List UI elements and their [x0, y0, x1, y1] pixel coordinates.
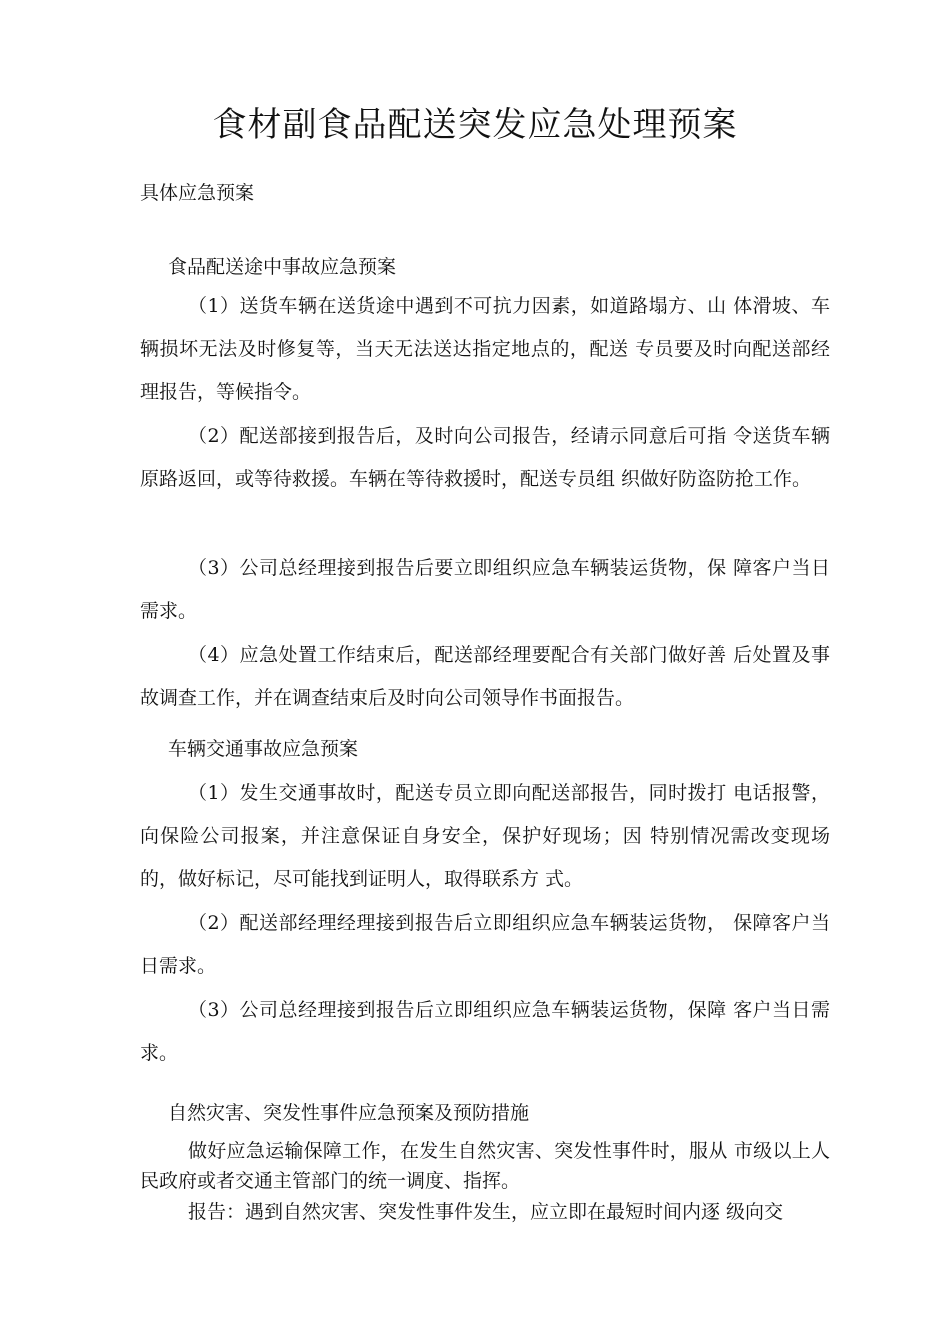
section-heading: 具体应急预案 — [140, 182, 255, 204]
paragraph: （4）应急处置工作结束后，配送部经理要配合有关部门做好善 后处置及事故调查工作，并在调查结束后及时向公司领导作书面报告。 — [140, 644, 830, 709]
subsection-heading-traffic-accident: 车辆交通事故应急预案 — [168, 738, 359, 760]
paragraph: （3）公司总经理接到报告后立即组织应急车辆装运货物，保障 客户当日需求。 — [140, 999, 830, 1064]
subsection-heading-delivery-accident: 食品配送途中事故应急预案 — [168, 256, 397, 278]
paragraph: （2）配送部接到报告后，及时向公司报告，经请示同意后可指 令送货车辆原路返回，或等待救援。车辆在等待救援时，配送专员组 织做好防盗防抢工作。 — [140, 425, 830, 490]
paragraph: 做好应急运输保障工作，在发生自然灾害、突发性事件时，服从 市级以上人民政府或者交通主管部门的统一调度、指挥。 — [140, 1140, 830, 1192]
paragraph: （1）送货车辆在送货途中遇到不可抗力因素，如道路塌方、山 体滑坡、车辆损坏无法及时修复等，当天无法送达指定地点的，配送 专员要及时向配送部经理报告，等候指令。 — [140, 295, 830, 403]
paragraph: 报告：遇到自然灾害、突发性事件发生，应立即在最短时间内逐 级向交 — [188, 1201, 784, 1223]
document-title: 食材副食品配送突发应急处理预案 — [212, 105, 738, 145]
paragraph: （1）发生交通事故时，配送专员立即向配送部报告，同时拨打 电话报警，向保险公司报案，并注意保证自身安全，保护好现场；因 特别情况需改变现场的，做好标记，尽可能找到证明人，取得联系方 式。 — [140, 782, 830, 890]
subsection-heading-natural-disaster: 自然灾害、突发性事件应急预案及预防措施 — [168, 1102, 530, 1124]
paragraph: （3）公司总经理接到报告后要立即组织应急车辆装运货物，保 障客户当日需求。 — [140, 557, 830, 622]
paragraph: （2）配送部经理经理接到报告后立即组织应急车辆装运货物， 保障客户当日需求。 — [140, 912, 830, 977]
